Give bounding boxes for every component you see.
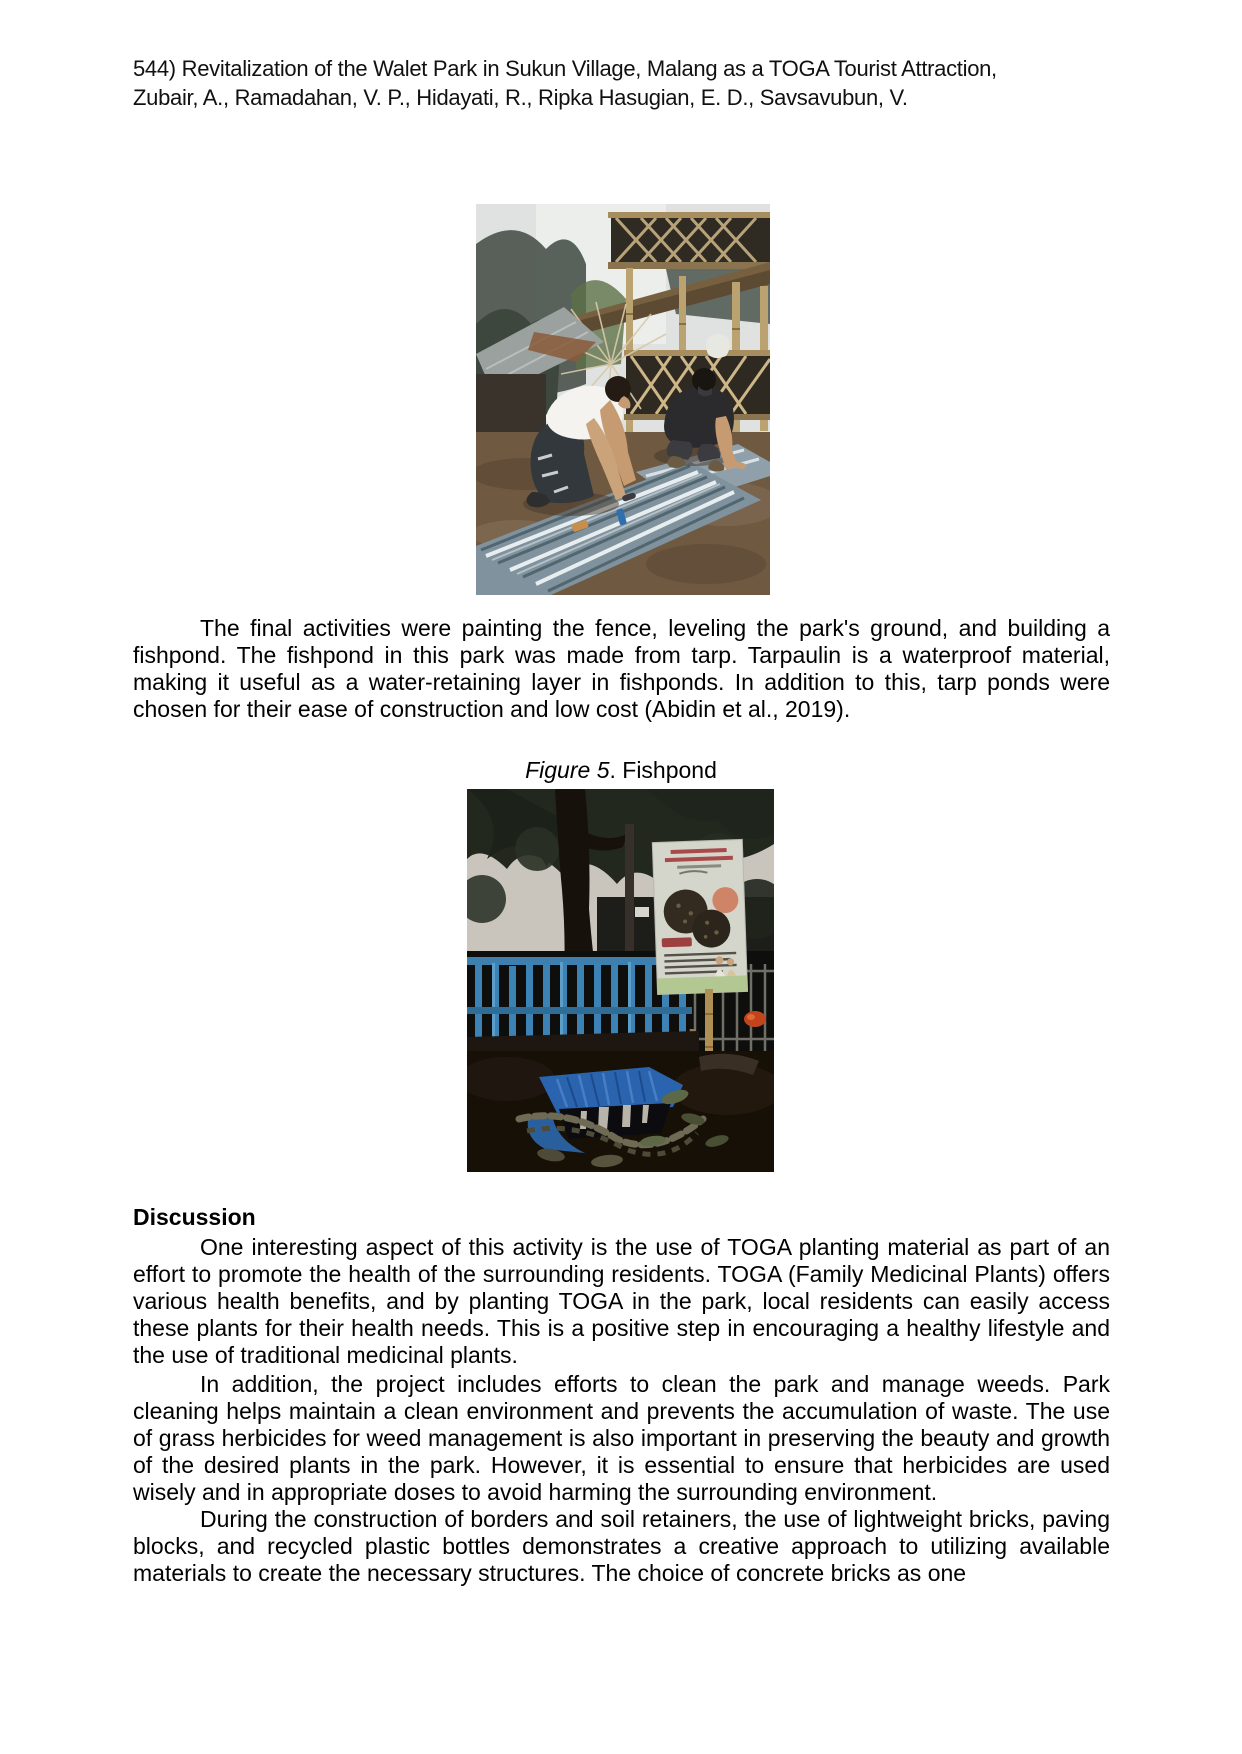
stall-shadow (476, 374, 546, 434)
discussion-heading: Discussion (133, 1204, 256, 1230)
palm-trunk (625, 824, 634, 954)
paragraph-final-activities: The final activities were painting the fence, leveling the park's ground, and building a fishpond. The fishpond in this park was made from tarp. Tarpaulin is a waterproof material, making it useful as a water-retaining layer in fishponds. In addition to this, tarp ponds were chosen for their ease of construction and low cost (Abidin et al., 2019). (133, 615, 1110, 722)
car-light (744, 1011, 766, 1027)
figure-caption (0, 757, 1242, 784)
plastic-bag (706, 334, 730, 358)
fishpond-photo (467, 789, 774, 1172)
construction-photo (476, 204, 770, 595)
construction-photo-art (476, 204, 770, 595)
running-header-line2: Zubair, A., Ramadahan, V. P., Hidayati, R., Ripka Hasugian, E. D., Savsavubun, V. (133, 85, 908, 110)
fishpond-photo-art (467, 789, 774, 1172)
paragraph-park-cleaning: In addition, the project includes efforts to clean the park and manage weeds. Park cleaning helps maintain a clean environment and prevents the accumulation of waste. The use of grass herbicides for weed management is also important in preserving the beauty and growth of the desired plants in the park. However, it is essential to ensure that herbicides are used wisely and in appropriate doses to avoid harming the surrounding environment. (133, 1371, 1110, 1505)
info-banner (652, 839, 747, 994)
paragraph-toga-benefits: One interesting aspect of this activity is the use of TOGA planting material as part of an effort to promote the health of the surrounding residents. TOGA (Family Medicinal Plants) offers various health benefits, and by planting TOGA in the park, local residents can easily access these plants for their health needs. This is a positive step in encouraging a healthy lifestyle and the use of traditional medicinal plants. (133, 1234, 1110, 1368)
figure-title: . Fishpond (609, 757, 717, 783)
banner-grass-band (657, 975, 748, 994)
paragraph-construction-materials: During the construction of borders and soil retainers, the use of lightweight bricks, paving blocks, and recycled plastic bottles demonstrates a creative approach to utilizing available materials to create the necessary structures. The choice of concrete bricks as one (133, 1506, 1110, 1586)
running-header (133, 54, 1123, 112)
running-header-line1: 544) Revitalization of the Walet Park in Sukun Village, Malang as a TOGA Tourist Attraction, (133, 56, 997, 81)
figure-label: Figure 5 (525, 757, 610, 783)
